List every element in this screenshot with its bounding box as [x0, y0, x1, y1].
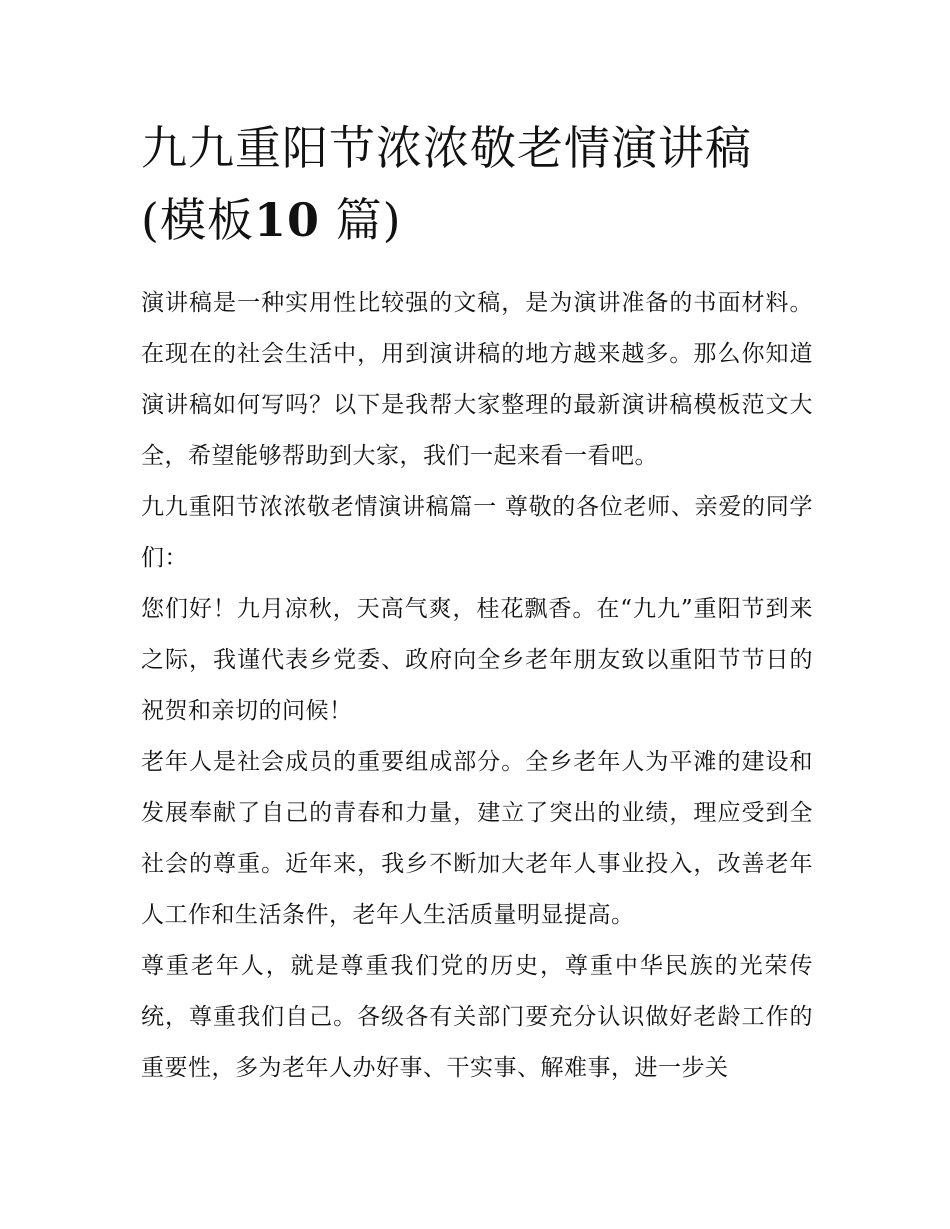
document-title — [141, 112, 813, 256]
paragraph-intro: 演讲稿是一种实用性比较强的文稿，是为演讲准备的书面材料。在现在的社会生活中，用到演讲稿的地方越来越多。那么你知道演讲稿如何写吗？以下是我帮大家整理的最新演讲稿模板范文大全，希望能够帮助到大家，我们一起来看一看吧。 — [141, 290, 813, 469]
title-line-2-number: 10 — [253, 193, 320, 247]
title-line-1: 九九重阳节浓浓敬老情演讲稿 — [141, 121, 752, 175]
title-line-2-suffix: 篇) — [335, 193, 402, 247]
paragraph-respect: 尊重老年人，就是尊重我们党的历史，尊重中华民族的光荣传统，尊重我们自己。各级各有关部门要充分认识做好老龄工作的重要性，多为老年人办好事、干实事、解难事，进一步关 — [141, 953, 813, 1081]
title-line-2-prefix: (模板 — [141, 193, 254, 247]
paragraph-greeting: 您们好！九月凉秋，天高气爽，桂花飘香。在“九九”重阳节到来之际，我谨代表乡党委、政府向全乡老年朋友致以重阳节节日的祝贺和亲切的问候！ — [141, 596, 813, 724]
paragraph-salutation: 九九重阳节浓浓敬老情演讲稿篇一 尊敬的各位老师、亲爱的同学们： — [141, 494, 813, 571]
paragraph-elderly-role: 老年人是社会成员的重要组成部分。全乡老年人为平滩的建设和发展奉献了自己的青春和力量，建立了突出的业绩，理应受到全社会的尊重。近年来，我乡不断加大老年人事业投入，改善老年人工作和生活条件，老年人生活质量明显提高。 — [141, 749, 813, 928]
document-body — [141, 112, 813, 1094]
